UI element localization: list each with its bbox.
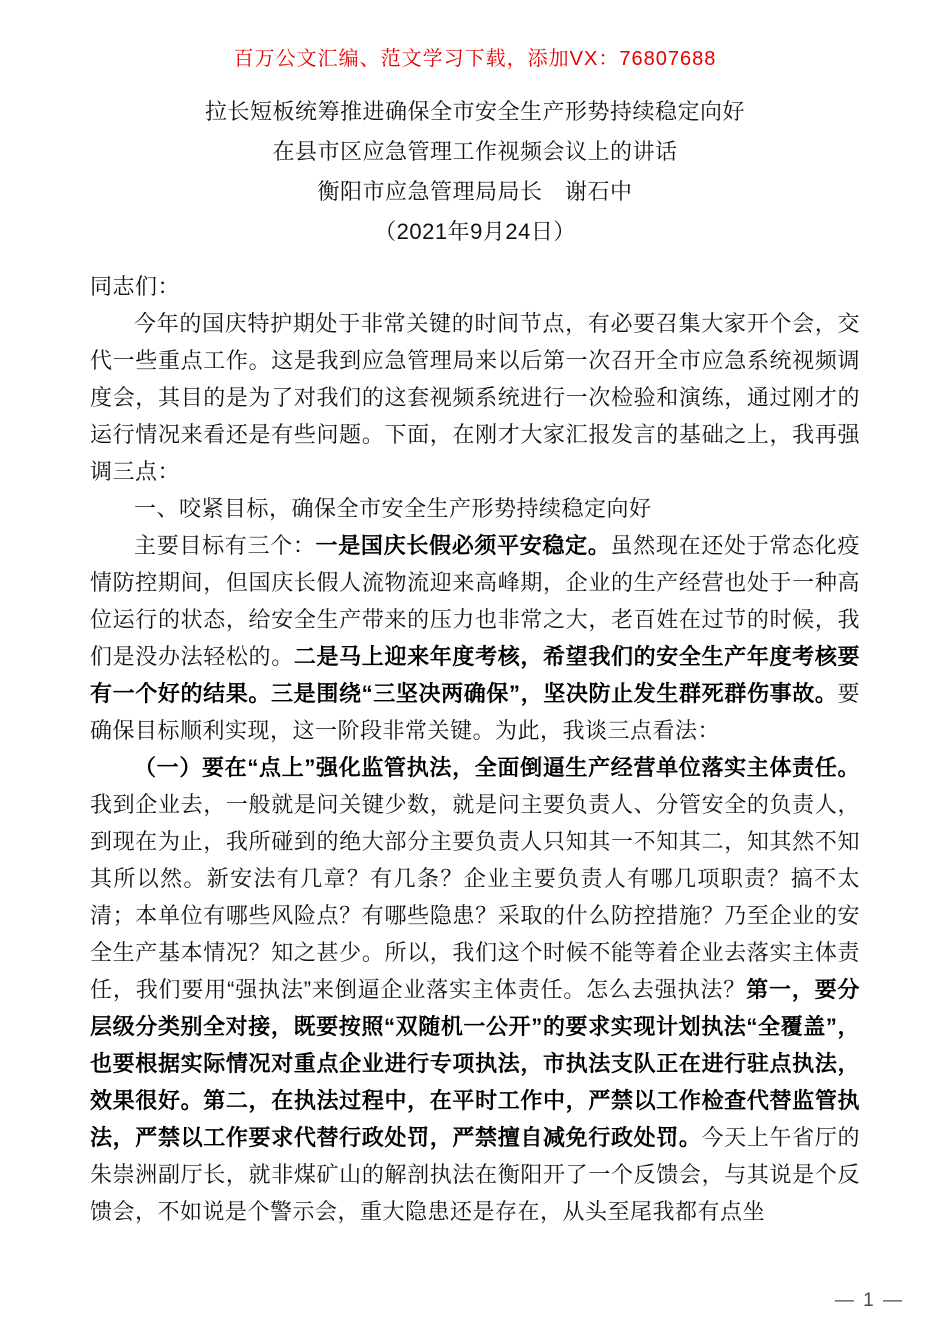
salutation: 同志们： — [90, 274, 181, 299]
text-segment: 今天上午省厅的朱崇洲副厅长，就非煤矿山的解剖执法在衡阳开了一个反馈会，与其说是个反馈会，不如说是个警示会，重大隐患还是存在，从头至尾我都有点坐 — [90, 1125, 860, 1224]
section-heading-1: 一、咬紧目标，确保全市安全生产形势持续稳定向好 — [134, 496, 652, 521]
text-segment: 要确保目标顺利实现，这一阶段非常关键。为此，我谈三点看法： — [90, 681, 860, 743]
text-segment: 主要目标有三个： — [134, 533, 316, 558]
text-segment-bold: （一）要在“点上”强化监管执法，全面倒逼生产经营单位落实主体责任。 — [134, 755, 860, 780]
text-segment-bold: 二是马上迎来年度考核，希望我们的安全生产年度考核要有一个好的结果。三是围绕“三坚决两确保”，坚决防止发生群死群伤事故。 — [90, 644, 860, 706]
paragraph-intro: 今年的国庆特护期处于非常关键的时间节点，有必要召集大家开个会，交代一些重点工作。这是我到应急管理局来以后第一次召开全市应急系统视频调度会，其目的是为了对我们的这套视频系统进行一次检验和演练，通过刚才的运行情况来看还是有些问题。下面，在刚才大家汇报发言的基础之上，我再强调三点： — [90, 311, 860, 484]
paragraph-enforcement — [90, 749, 860, 1230]
document-title: 拉长短板统筹推进确保全市安全生产形势持续稳定向好 — [204, 99, 745, 124]
promo-banner: 百万公文汇编、范文学习下载，添加VX：76807688 — [233, 48, 717, 70]
document-subtitle: 在县市区应急管理工作视频会议上的讲话 — [272, 139, 678, 164]
page-number: — 1 — — [834, 1290, 904, 1311]
text-segment: 虽然现在还处于常态化疫情防控期间，但国庆长假人流物流迎来高峰期，企业的生产经营也处于一种高位运行的状态，给安全生产带来的压力也非常之大，老百姓在过节的时候，我们是没办法轻松的。 — [90, 533, 860, 669]
document-body — [90, 268, 860, 1230]
text-segment: 我到企业去，一般就是问关键少数，就是问主要负责人、分管安全的负责人，到现在为止，我所碰到的绝大部分主要负责人只知其一不知其二，知其然不知其所以然。新安法有几章？有几条？企业主要负责人有哪几项职责？搞不太清；本单位有哪些风险点？有哪些隐患？采取的什么防控措施？乃至企业的安全生产基本情况？知之甚少。所以，我们这个时候不能等着企业去落实主体责任，我们要用“强执法”来倒逼企业落实主体责任。怎么去强执法？ — [90, 792, 860, 1002]
author-line: 衡阳市应急管理局局长 谢石中 — [317, 179, 633, 204]
title-block — [88, 92, 862, 252]
paragraph-goals — [90, 527, 860, 749]
text-segment-bold: 一是国庆长假必须平安稳定。 — [315, 533, 611, 558]
date-line: （2021年9月24日） — [374, 219, 576, 244]
text-segment-bold: 第一，要分层级分类别全对接，既要按照“双随机一公开”的要求实现计划执法“全覆盖”，也要根据实际情况对重点企业进行专项执法，市执法支队正在进行驻点执法，效果很好。第二，在执法过程中，在平时工作中，严禁以工作检查代替监管执法，严禁以工作要求代替行政处罚，严禁擅自减免行政处罚。 — [90, 977, 860, 1150]
